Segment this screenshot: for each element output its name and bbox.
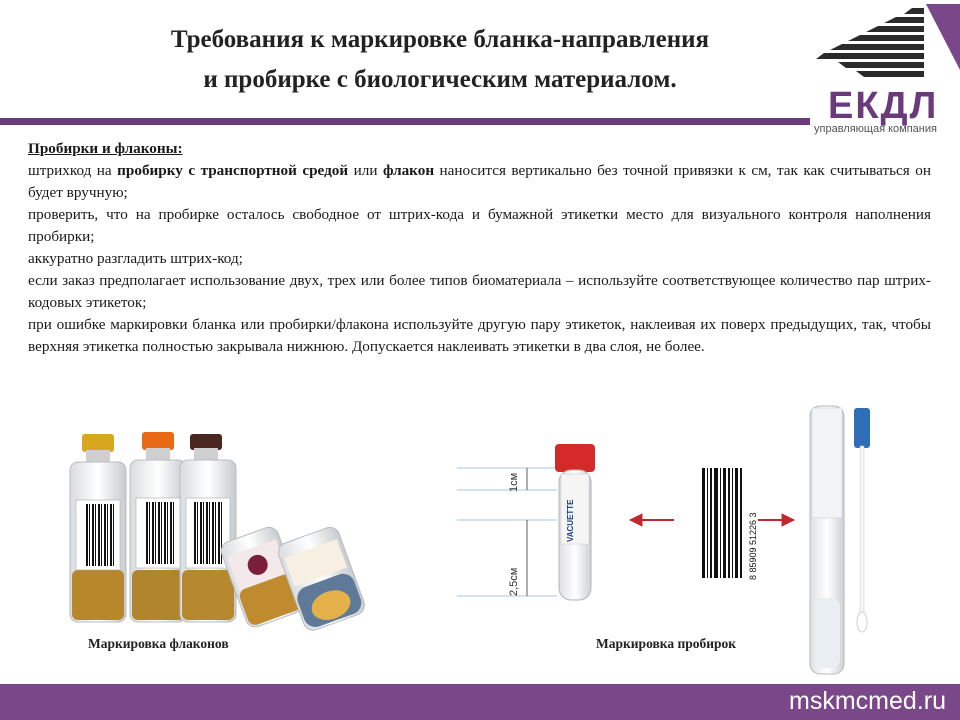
instructions-block xyxy=(28,138,931,358)
logo-triangle-icon xyxy=(926,4,960,70)
barcode xyxy=(684,464,758,586)
instruction-item xyxy=(28,204,931,248)
scale-lines xyxy=(457,468,557,596)
left-arrow-icon xyxy=(630,514,674,526)
scale-25cm-label: 2,5см xyxy=(508,567,520,596)
vials-image xyxy=(62,420,370,632)
text-fragment: наносится вертикально без точной привязки к см, так как считываться он будет вручную; xyxy=(28,162,931,201)
tube-brand-label: VACUETTE xyxy=(566,499,575,542)
text-fragment: или xyxy=(348,162,383,179)
bold-term: флакон xyxy=(382,162,435,179)
vacuette-tube xyxy=(555,444,595,600)
logo-caption: управляющая компания xyxy=(814,123,937,135)
barcode-number: 8 85909 51226 3 xyxy=(748,512,758,580)
bold-term: пробирку с транспортной средой xyxy=(117,162,349,179)
vial-3 xyxy=(180,434,236,622)
text-fragment: проверить, что на пробирке осталось свободное от штрих-кода и бумажной этикетки место для визуального контроля наполнения пробирки; xyxy=(28,206,931,245)
text-fragment: если заказ предполагает использование двух, трех или более типов биоматериала – используйте соответствующее количество пар штрих-кодовых этикеток; xyxy=(28,272,931,311)
footer-site: mskmcmed.ru xyxy=(789,687,946,715)
scale-1cm-label: 1см xyxy=(508,472,520,492)
instruction-item xyxy=(28,248,931,270)
text-fragment: аккуратно разгладить штрих-код; xyxy=(28,250,243,267)
instruction-item xyxy=(28,270,931,314)
title-line-1: Требования к маркировке бланка-направления xyxy=(170,26,710,53)
tubes-caption: Маркировка пробирок xyxy=(596,636,737,651)
section-heading: Пробирки и флаконы: xyxy=(28,140,183,157)
vial-2 xyxy=(130,432,186,622)
swab-tube-image xyxy=(800,398,900,680)
logo-stripes-icon xyxy=(816,8,924,77)
logo-text: ЕКДЛ xyxy=(828,85,939,127)
text-fragment: при ошибке маркировки бланка или пробирки/флакона используйте другую пару этикеток, наклеивая их поверх предыдущих, так, чтобы верхняя этикетка полностью закрывала нижнюю. Допускается наклеивать этикетки в два слоя, не более. xyxy=(28,316,931,355)
vials-caption: Маркировка флаконов xyxy=(88,636,229,651)
vial-1 xyxy=(70,434,126,622)
instruction-item xyxy=(28,314,931,358)
vial-lying-2 xyxy=(276,525,368,632)
slide-title xyxy=(60,20,820,100)
footer-bar xyxy=(0,684,960,720)
title-underline-bar xyxy=(0,118,810,125)
instruction-list xyxy=(28,160,931,358)
barcode-arrows-image xyxy=(628,460,798,590)
right-arrow-icon xyxy=(758,514,794,526)
title-line-2: и пробирке с биологическим материалом. xyxy=(203,66,677,93)
text-fragment: штрихкод на xyxy=(28,162,118,179)
tube-scale-image xyxy=(455,438,605,610)
instruction-item xyxy=(28,160,931,204)
